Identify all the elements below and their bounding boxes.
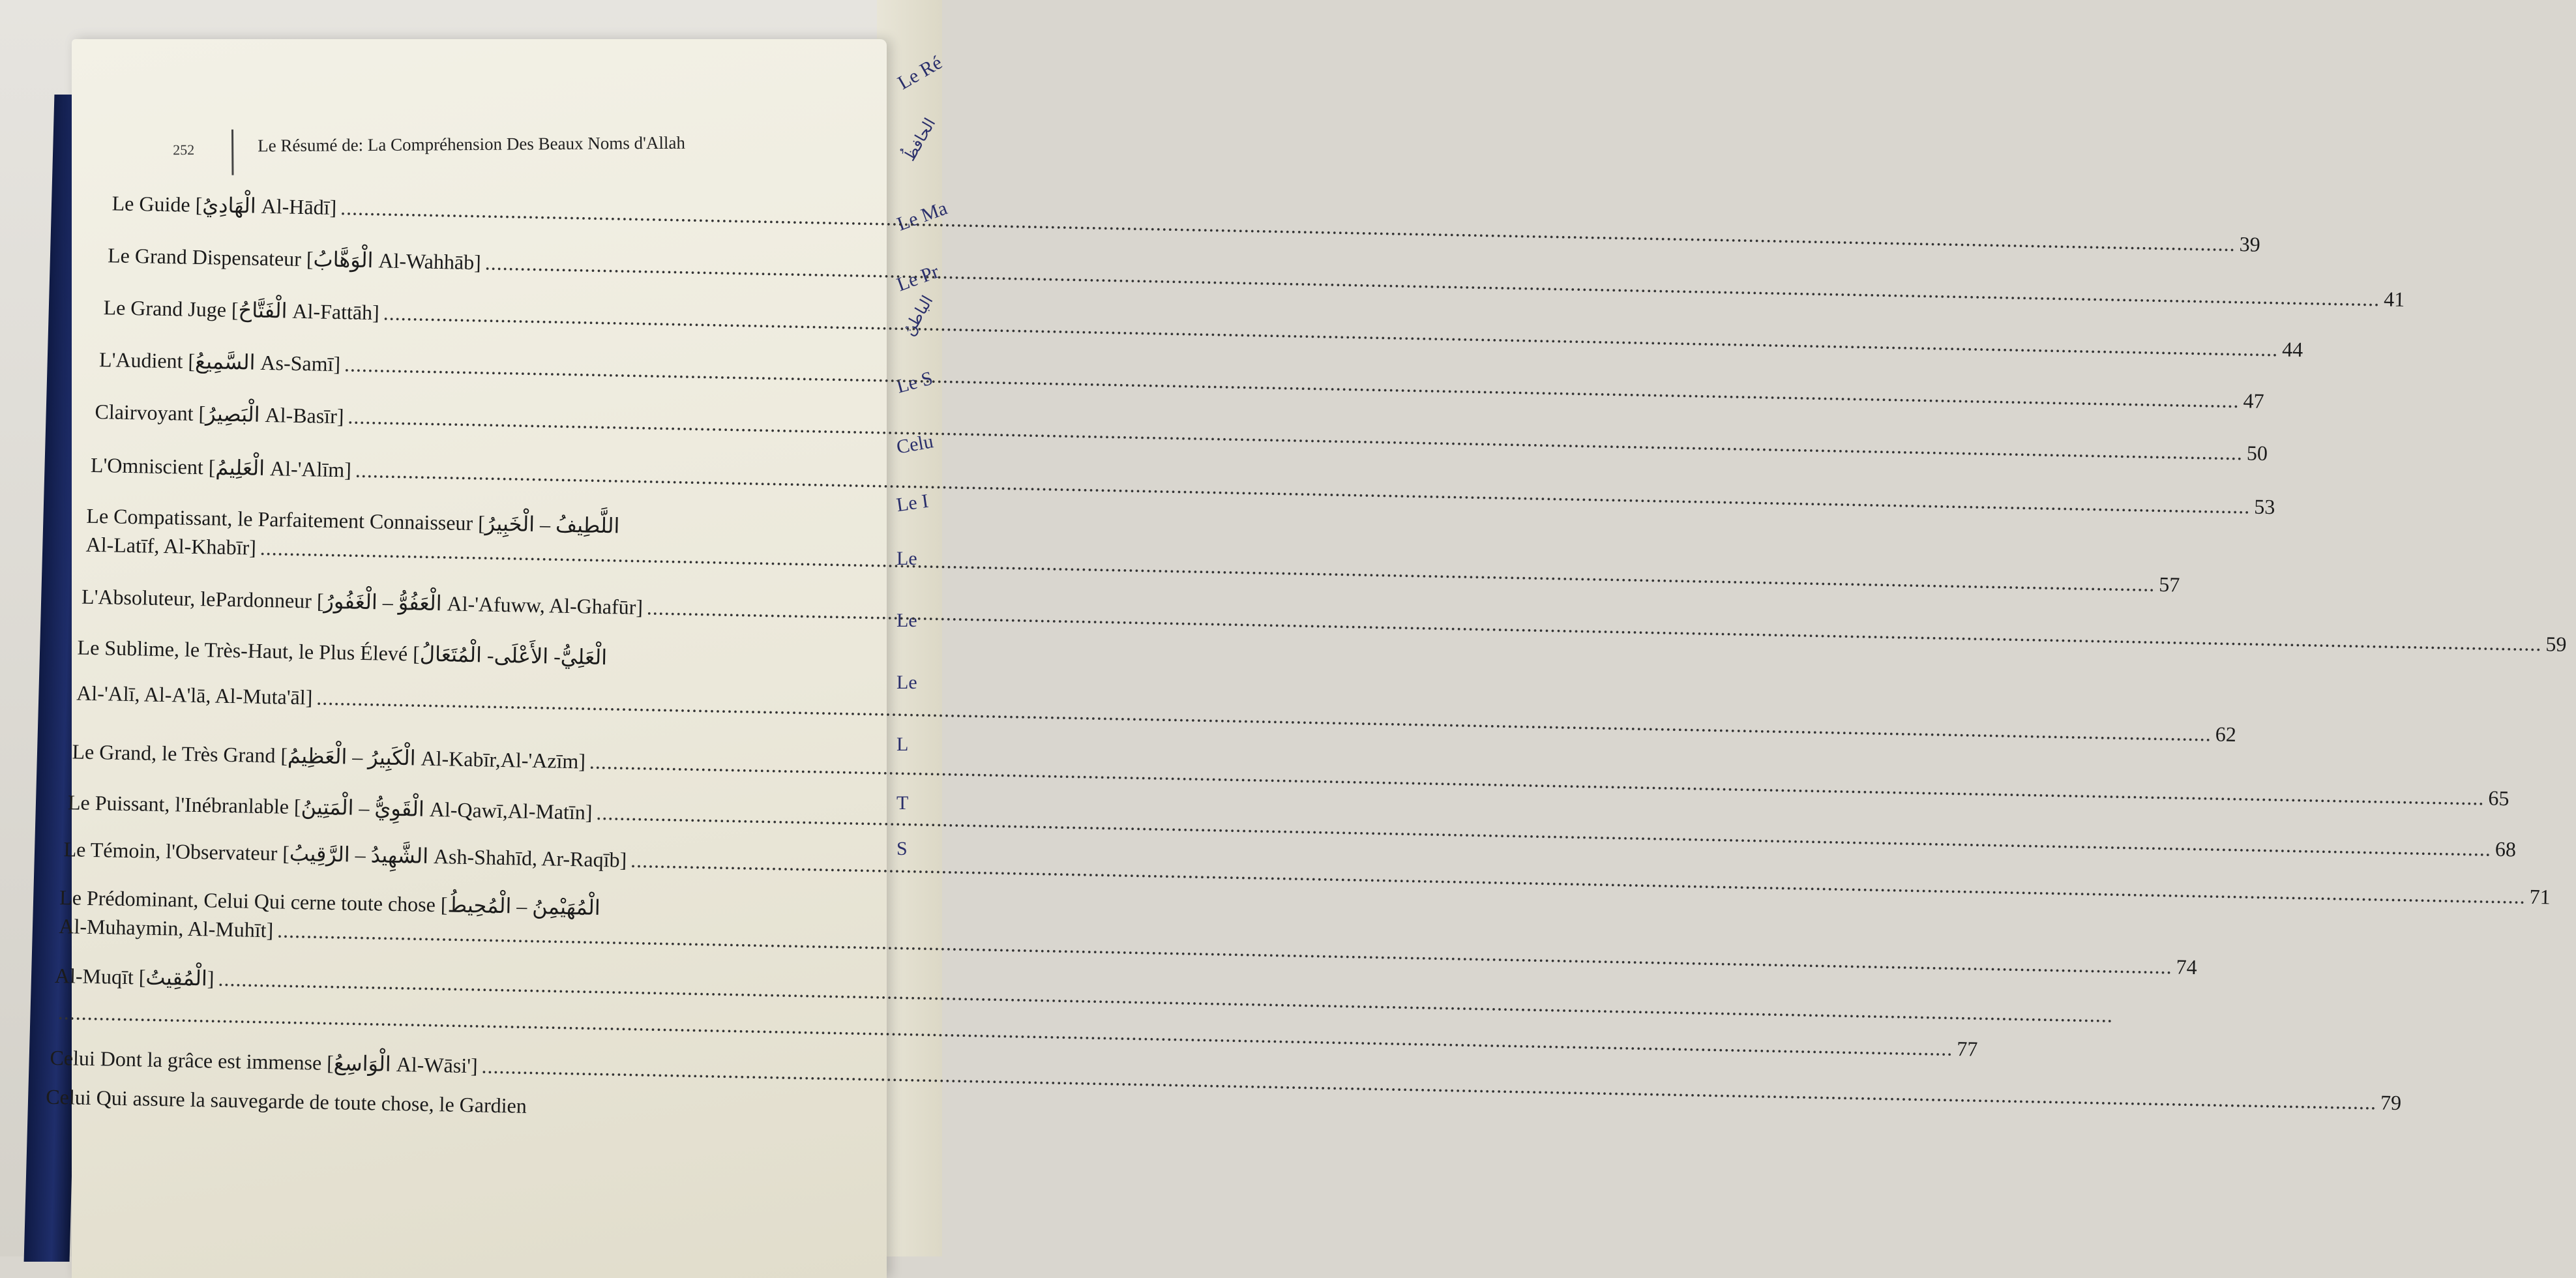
facing-fragment: Le I [895, 490, 930, 516]
toc-entry-title: Celui Qui assure la sauvegarde de toute chose, le Gardien [46, 1084, 527, 1118]
toc-page-number: 79 [2380, 1090, 2402, 1115]
toc-page-number: 44 [2281, 337, 2303, 361]
facing-fragment: Le Ma [894, 197, 951, 235]
book-title: Le Résumé de: La Compréhension Des Beaux Noms d'Allah [258, 132, 685, 156]
toc-entry-title: Le Guide [الْهَادِيُ Al-Hādī] [111, 191, 337, 220]
leader-dots [340, 194, 2236, 257]
facing-fragment: الحافظُ [900, 115, 940, 164]
toc-entry-title: Le Témoin, l'Observateur [الشَّهِيدُ – الرَّقِيبُ Ash-Shahīd, Ar-Raqīb] [63, 837, 627, 872]
toc-page-number: 77 [1957, 1036, 1978, 1061]
toc-entry-title-continued: Al-'Alī, Al-A'lā, Al-Muta'āl] [76, 681, 313, 709]
facing-fragment: Le Ré [894, 52, 946, 94]
leader-dots [355, 457, 2251, 520]
facing-fragment: T [896, 792, 909, 814]
toc-entry-title: Le Prédominant, Celui Qui cerne toute chose [الْمُهَيْمِنُ – الْمُحِيطُ [59, 885, 601, 919]
toc-page-number: 57 [2158, 572, 2180, 597]
toc-page-number: 41 [2383, 287, 2405, 311]
facing-fragment: L [896, 734, 909, 755]
header-divider [231, 130, 233, 175]
facing-fragment: الباطنُ [899, 292, 937, 339]
leader-dots [344, 351, 2240, 413]
toc-entry-title: Clairvoyant [الْبَصِيرُ Al-Basīr] [95, 399, 344, 428]
toc-entry-title: Le Puissant, l'Inébranlable [الْقَوِيُّ – الْمَتِينُ Al-Qawī,Al-Matīn] [67, 790, 593, 824]
toc-page-number: 65 [2488, 786, 2509, 810]
toc-entry-title-continued: Al-Muhaymin, Al-Muhīt] [59, 914, 274, 942]
facing-fragment: Le [896, 672, 917, 693]
toc-page-number: 62 [2215, 722, 2237, 747]
toc-page-number: 74 [2176, 955, 2198, 979]
leader-dots [348, 403, 2243, 466]
toc-entry-title: Le Grand, le Très Grand [الْكَبِيرُ – الْعَظِيمُ Al-Kabīr,Al-'Azīm] [72, 739, 586, 773]
leader-dots [383, 299, 2278, 362]
toc-entry-title: Le Sublime, le Très-Haut, le Plus Élevé [الْعَلِيُّ- الأَعْلَى- الْمُتَعَالُ [77, 635, 608, 670]
toc-entry-title: Le Grand Juge [الْفَتَّاحُ Al-Fattāh] [103, 295, 380, 325]
facing-fragment: Le S [894, 367, 936, 398]
toc-page-number: 71 [2529, 884, 2551, 909]
facing-fragment: Le [896, 548, 917, 569]
facing-fragment: Le [896, 610, 917, 631]
facing-fragment: Celu [895, 430, 936, 458]
toc-entry [54, 962, 1978, 1061]
toc-entry-title: L'Omniscient [الْعَلِيمُ Al-'Alīm] [90, 453, 352, 482]
toc-entry-title: Le Grand Dispensateur [الْوَهَّابُ Al-Wahhāb] [107, 243, 482, 275]
toc-page-number: 68 [2495, 837, 2517, 861]
toc-entry-title-continued: Al-Latīf, Al-Khabīr] [85, 532, 257, 559]
facing-fragment: Le Pr [894, 260, 942, 296]
toc-entry-title: Celui Dont la grâce est immense [الْوَاسِعُ Al-Wāsi'] [50, 1045, 478, 1078]
leader-dots [259, 535, 2155, 597]
leader-dots [277, 917, 2172, 979]
facing-fragment: S [896, 838, 908, 859]
running-header [101, 126, 792, 176]
page-number: 252 [173, 141, 195, 158]
toc-page-number: 53 [2254, 494, 2275, 519]
toc-entry-title: L'Audient [السَّمِيعُ As-Samī] [98, 348, 341, 376]
leader-dots [316, 685, 2212, 747]
toc-page-number: 47 [2243, 389, 2264, 413]
toc-page-number: 39 [2239, 232, 2261, 256]
toc-entry-title: L'Absoluteur, lePardonneur [الْعَفُوُّ – الْغَفُورُ Al-'Afuww, Al-Ghafūr] [81, 584, 644, 619]
toc-entry-title: Al-Muqīt [الْمُقِيتُ] [54, 963, 215, 990]
toc-entry-title: Le Compatissant, le Parfaitement Connaisseur [اللَّطِيفُ – الْخَبِيرُ [86, 503, 620, 538]
toc-page-number: 59 [2545, 632, 2567, 656]
toc-page-number: 50 [2246, 441, 2268, 465]
toc-entry [76, 634, 2237, 747]
